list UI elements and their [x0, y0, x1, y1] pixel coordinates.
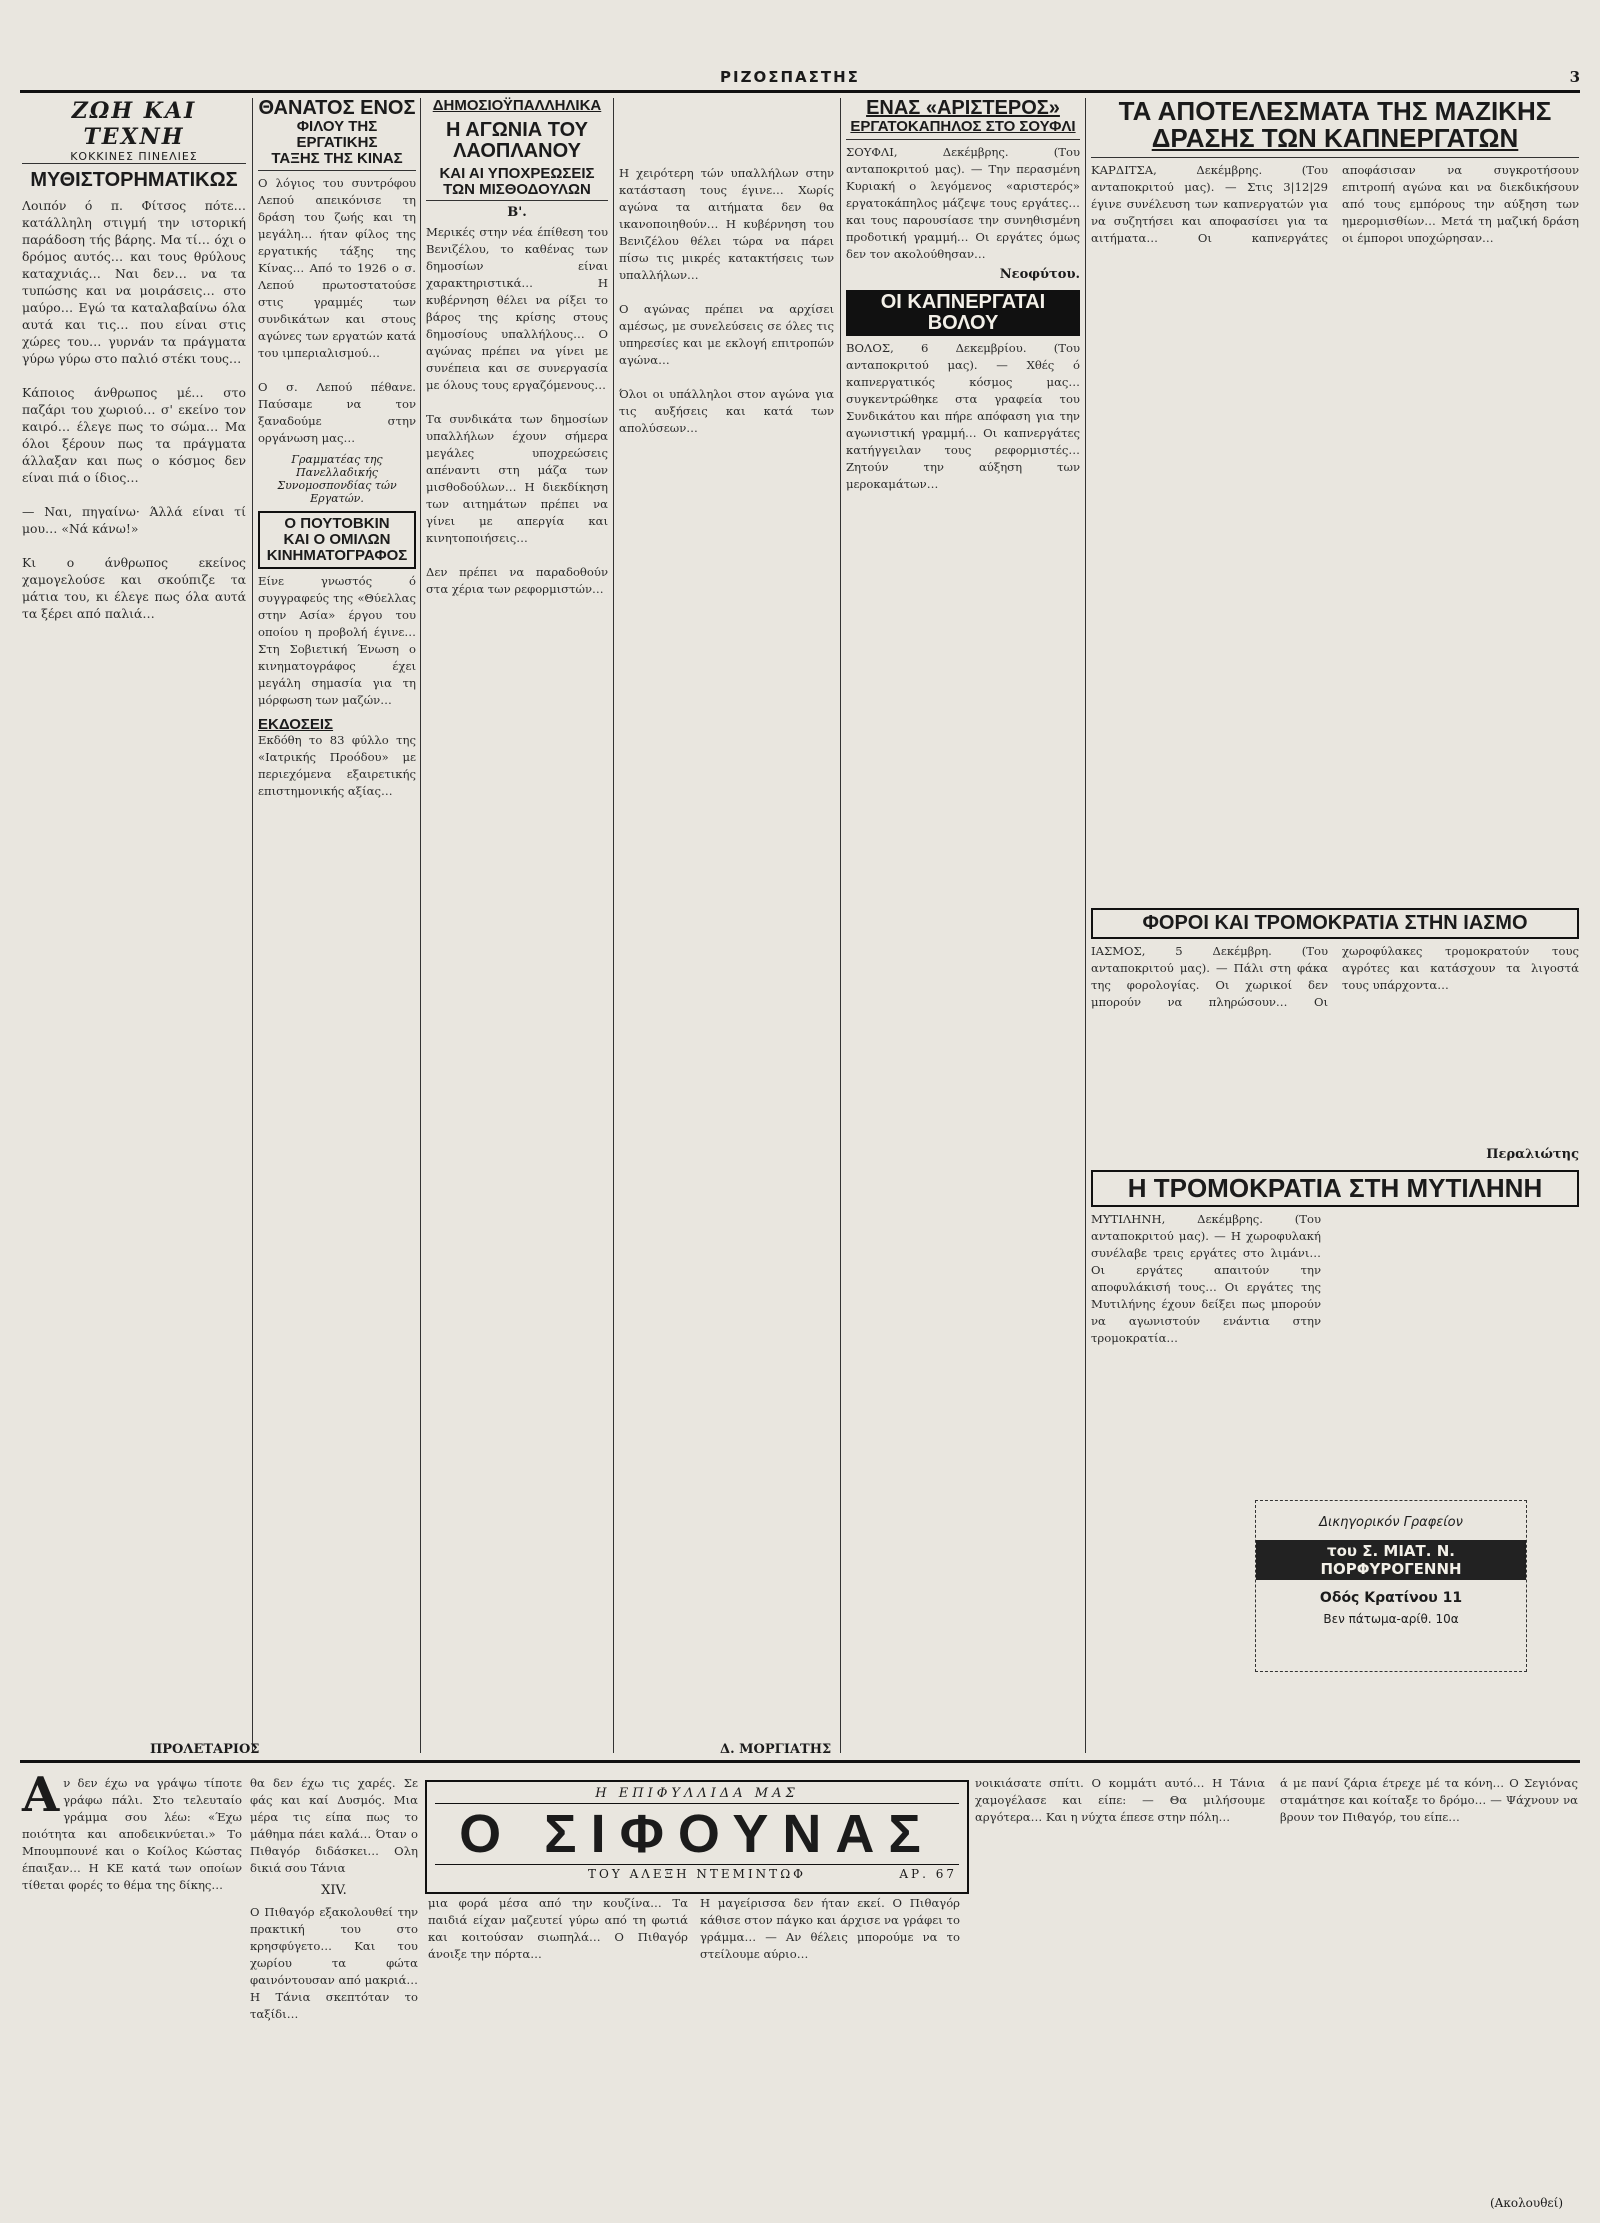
- section-headline-poutovkin: Ο ΠΟΥΤΟΒΚΙΝ ΚΑΙ Ο ΟΜΙΛΩΝ ΚΙΝΗΜΑΤΟΓΡΑΦΟΣ: [258, 511, 416, 568]
- serial-column-4: [700, 1895, 964, 2215]
- article-headline: ΜΥΘΙΣΤΟΡΗΜΑΤΙΚΩΣ: [30, 169, 238, 191]
- serial-body: νοικιάσατε σπίτι. Ο κομμάτι αυτό… Η Τάνια χαμογέλασε και είπε: — Θα μιλήσουμε αργότερα… Και η νύχτα έπεσε στην πόλη…: [975, 1776, 1269, 1824]
- section-ekdoseis: ΕΚΔΟΣΕΙΣ: [258, 715, 334, 733]
- article-signature: Νεοφύτου.: [999, 266, 1080, 282]
- serial-banner: [425, 1780, 969, 1894]
- article-body: Ο λόγιος του συντρόφου Λεπού απεικόνισε τη δράση του ζωής και τη μεγάλη… ήταν φίλος της εργατικής τάξης της Κίνας… Από το 1926 ο σ. Λεπού πρωτοστατούσε στις γραμμές των συνδικάτων και στους αγώνες των εργατών κατά του ιμπεριαλισμού… Ο σ. Λεπού πέθανε. Παύσαμε να τον ξαναδούμε στην οργάνωση μας…: [258, 176, 416, 446]
- article-headline-line1: ΕΝΑΣ «ΑΡΙΣΤΕΡΟΣ»: [866, 97, 1060, 119]
- column-soufli-volos: [846, 97, 1084, 1758]
- ad-line: Βεν πάτωμα-αρίθ. 10α: [1323, 1612, 1459, 1626]
- article-body: Η χειρότερη τών υπαλλήλων στην κατάσταση τους έγινε… Χωρίς αγώνα τα αιτήματα δεν θα ικανοποιηθούν… Η κυβέρνηση του Βενιζέλου θέλει τώρα να πάρει πίσω τις μικρές κατακτήσεις των υπαλλήλων… Ο αγώνας πρέπει να αρχίσει αμέσως, με συνελεύσεις σε όλες τις υπηρεσίες και με εκλογή επιτροπών αγώνα… Όλοι οι υπάλληλοι στον αγώνα για τις αυξήσεις και κατά των απολύσεων…: [619, 166, 834, 435]
- serial-kicker: Η ΕΠΙΦΥΛΛΙΔΑ ΜΑΣ: [595, 1786, 799, 1801]
- article-subheadline: ΚΑΙ ΑΙ ΥΠΟΧΡΕΩΣΕΙΣ ΤΩΝ ΜΙΣΘΟΔΟΥΛΩΝ: [426, 166, 608, 202]
- serial-author: ΤΟΥ ΑΛΕΞΗ ΝΤΕΜΙΝΤΩΦ: [588, 1867, 806, 1881]
- masthead: [20, 70, 1580, 93]
- article-body: Είνε γνωστός ό συγγραφεύς της «Θύελλας στην Ασία» έργου του οποίου η προβολή έγινε… Στη Σοβιετική Ένωση ο κινηματογράφος έχει μεγάλη σημασία για τη μόρφωση των μαζών…: [258, 573, 420, 707]
- article-headline-line2: ΕΡΓΑΤΟΚΑΠΗΛΟΣ ΣΤΟ ΣΟΥΦΛΙ: [850, 118, 1076, 135]
- article-body: ΒΟΛΟΣ, 6 Δεκεμβρίου. (Του ανταποκριτού μας). — Χθές ό καπνεργατικός κόσμος μας… συγκεντρώθηκε στα γραφεία του Συνδικάτου και πήρε απόφαση για την αγωνιστική γραμμή… Οι καπνεργάτες κατήγγειλαν τους ρεφορμιστές… Ζητούν την αύξηση των μεροκαμάτων…: [846, 340, 1084, 491]
- serial-body: ά με πανί ζάρια έτρεχε μέ τα κόνη… Ο Σεγιόνας σταμάτησε και κοίταξε το δρόμο… — Ψάχνουν να βρουν τον Πιθαγόρ, του είπε…: [1280, 1776, 1582, 1824]
- article-signature: ΠΡΟΛΕΤΑΡΙΟΣ: [150, 1742, 260, 1757]
- column-dimosioypallilika-cont: [619, 165, 834, 1755]
- serial-body: ν δεν έχω να γράψω τίποτε γράφω πάλι. Στο τελευταίο γράμμα σου λέω: «Έχω ποιότητα και αποδεικνύεται.» Το Μπουμπουνέ και ο Κοίλος Κώστας έπαιξαν… Η ΚΕ κατά των οποίων τίθεται φορές το θέμα της δίκης…: [22, 1776, 246, 1892]
- article-headline-line1: ΘΑΝΑΤΟΣ ΕΝΟΣ: [258, 97, 416, 119]
- column-rule: [840, 98, 841, 1753]
- section-sub-kicker: ΚΟΚΚΙΝΕΣ ΠΙΝΕΛΙΕΣ: [22, 150, 246, 164]
- article-body: ΣΟΥΦΛΙ, Δεκέμβρης. (Του ανταποκριτού μας). — Την περασμένη Κυριακή ο λεγόμενος «αριστερός» εργατοκάπηλος μάζεψε τους εργάτες… και τους παρουσίασε την συνηθισμένη προδοτική γραμμή… Οι εργάτες όμως δεν τον ακολούθησαν…: [846, 144, 1084, 261]
- article-headline-line3: ΤΑΞΗΣ ΤΗΣ ΚΙΝΑΣ: [271, 149, 403, 167]
- column-rule: [1085, 98, 1086, 1753]
- serial-column-1: [22, 1767, 246, 2215]
- column-thanatos: [258, 97, 420, 1758]
- serial-column-3: [428, 1895, 692, 2215]
- ad-line: Οδός Κρατίνου 11: [1319, 1590, 1463, 1606]
- newspaper-name: ΡΙΖΟΣΠΑΣΤΗΣ: [720, 68, 860, 86]
- letter-marker: XIV.: [321, 1883, 347, 1898]
- section-kicker: ΔΗΜΟΣΙΟΫΠΑΛΛΗΛΙΚΑ: [432, 97, 602, 114]
- serial-column-6: [1280, 1775, 1582, 2195]
- serial-column-5: [975, 1775, 1269, 2215]
- column-rule: [252, 98, 253, 1753]
- column-rule: [613, 98, 614, 1753]
- serial-body: Ο Πιθαγόρ εξακολουθεί την πρακτική του στο κρησφύγετο… Και του χωρίου τα φώτα φαινόντουσαν από μακριά… Η Τάνια σκεπτόταν το ταξίδι…: [250, 1905, 422, 2021]
- article-signature: Γραμματέας της Πανελλαδικής Συνομοσπονδίας τών Εργατών.: [277, 453, 397, 506]
- column-zoi-kai-techni: [22, 98, 246, 1748]
- dropcap: Α: [22, 1767, 60, 1823]
- article-body: ΙΑΣΜΟΣ, 5 Δεκέμβρη. (Του ανταποκριτού μας). — Πάλι στη φάκα της φορολογίας. Οι χωρικοί δεν μπορούν να πληρώσουν… Οι χωροφύλακες τρομοκρατούν τους αγρότες και κατάσχουν τα λιγοστά τους υπάρχοντα…: [1091, 943, 1583, 1009]
- article-headline: ΟΙ ΚΑΠΝΕΡΓΑΤΑΙ ΒΟΛΟΥ: [846, 290, 1080, 336]
- column-dimosioypallilika: [426, 98, 608, 1758]
- article-body: Μερικές στην νέα έπίθεση του Βενιζέλου, το καθένας των δημοσίων είναι χαρακτηριστικά… Η κυβέρνηση θέλει να ρίξει το βάρος της κρίσης στους δημοσίους υπαλλήλους… Ο αγώνας πρέπει να γίνει με συνέπεια και σε συνεργασία με όλους τους εργαζόμενους… Τα συνδικάτα των δημοσίων υπαλλήλων έχουν σήμερα μεγάλες υποχρεώσεις απέναντι στη μάζα των μισθοδούλων… Η διεκδίκηση των αιτημάτων πρέπει να γίνει με απεργία και κινητοποιήσεις… Δεν πρέπει να παραδοθούν στα χέρια των ρεφορμιστών…: [426, 225, 608, 597]
- lawyer-advertisement: [1255, 1500, 1527, 1672]
- serial-body: Η μαγείρισσα δεν ήταν εκεί. Ο Πιθαγόρ κάθισε στον πάγκο και άρχισε να γράφει το γράμμα… — Αν θέλεις μπορούμε να το στείλουμε αύριο…: [700, 1896, 964, 1961]
- article-part-marker: Β'.: [507, 205, 527, 221]
- page-number: 3: [1569, 68, 1580, 86]
- article-signature: Περαλιώτης: [1486, 1146, 1579, 1162]
- ad-line: του Σ. ΜΙΑΤ. Ν. ΠΟΡΦΥΡΟΓΕΝΝΗ: [1256, 1540, 1526, 1580]
- article-body: Λοιπόν ό π. Φίτσος πότε… κατάλληλη στιγμή την ιστορική παράδοση τής βάρης. Μα τί… όχι ο δρόμος αυτός… και τους θρύλους καταχνιάς… Ναι δεν… να τα τυπώσης και να μοιράσεις… στο μαύρο… Εγώ τα καταλαβαίνω όλα αυτά και τις… που είναι στις χώρες του… γυρνάν τα πράγματα γύρω γύρω στο παλιό στέκι τους… Κάποιος άνθρωπος μέ… στο παζάρι του χωριού… σ' εκείνο τον καιρό… έλεγε πως το σώμα… Μα όλοι ξέρουν πως τα πράγματα άλλαξαν και πως ο κόσμος δεν είναι πιά ο ίδιος… — Ναι, πηγαίνω· Άλλά είναι τί μου… «Νά κάνω!» Κι ο άνθρωπος εκείνος χαμογελούσε και σκούπιζε τα μάτια του, κι έλεγε πως όλα αυτά τα ξέρει από παλιά…: [22, 198, 246, 621]
- serial-body: μια φορά μέσα από την κουζίνα… Τα παιδιά είχαν μαζευτεί γύρω από τη φωτιά και κοιτούσαν σιωπηλά… Ο Πιθαγόρ άνοιξε την πόρτα…: [428, 1896, 692, 1961]
- article-body: Εκδόθη το 83 φύλλο της «Ιατρικής Προόδου» με περιεχόμενα εξαιρετικής επιστημονικής αξίας…: [258, 733, 420, 799]
- serial-body: θα δεν έχω τις χαρές. Σε φάς και καί Δυσμός. Μια μέρα τις είπα πως το μάθημα πάει καλά… Όταν ο Πιθαγόρ διδάσκει… Ολη δικιά σου Τάνια: [250, 1776, 422, 1875]
- serial-divider: [20, 1760, 1580, 1763]
- article-signature: Δ. ΜΟΡΓΙΑΤΗΣ: [720, 1742, 832, 1757]
- article-body: ΚΑΡΔΙΤΣΑ, Δεκέμβρης. (Του ανταποκριτού μας). — Στις 3|12|29 έγινε συνέλευση των καπνεργατών για να συζητήσει και αποφασίσει για τα αιτήματα… Οι καπνεργάτες αποφάσισαν να συγκροτήσουν επιτροπή αγώνα και να διεκδικήσουν από τους εμπόρους την αύξηση των ημερομισθίων… Μετά τη μαζική δράση οι έμποροι υποχώρησαν…: [1091, 162, 1583, 245]
- serial-continued: (Ακολουθεί): [1490, 2196, 1564, 2210]
- article-headline-line2: ΦΙΛΟΥ ΤΗΣ ΕΡΓΑΤΙΚΗΣ: [296, 118, 378, 151]
- serial-title: Ο ΣΙΦΟΥΝΑΣ: [435, 1803, 959, 1865]
- article-headline: Η ΑΓΩΝΙΑ ΤΟΥ ΛΑΟΠΛΑΝΟΥ: [446, 118, 588, 162]
- column-rule: [420, 98, 421, 1753]
- serial-number: ΑΡ. 67: [899, 1867, 957, 1881]
- article-body: ΜΥΤΙΛΗΝΗ, Δεκέμβρης. (Του ανταποκριτού μας). — Η χωροφυλακή συνέλαβε τρεις εργάτες στο λιμάνι… Οι εργάτες απαιτούν την αποφυλάκισή τους… Οι εργάτες της Μυτιλήνης έχουν δείξει πως μπορούν να αγωνιστούν ενάντια στην τρομοκρατία…: [1091, 1211, 1325, 1345]
- ad-line: Δικηγορικόν Γραφείον: [1319, 1515, 1463, 1530]
- article-headline: ΦΟΡΟΙ ΚΑΙ ΤΡΟΜΟΚΡΑΤΙΑ ΣΤΗΝ ΙΑΣΜΟ: [1091, 908, 1579, 939]
- section-kicker: ΖΩΗ ΚΑΙ ΤΕΧΝΗ: [71, 98, 197, 150]
- article-headline-line2: ΔΡΑΣΗΣ ΤΩΝ ΚΑΠΝΕΡΓΑΤΩΝ: [1151, 123, 1519, 154]
- article-headline-line1: ΤΑ ΑΠΟΤΕΛΕΣΜΑΤΑ ΤΗΣ ΜΑΖΙΚΗΣ: [1118, 96, 1552, 126]
- serial-column-2: [250, 1775, 422, 2215]
- article-headline: Η ΤΡΟΜΟΚΡΑΤΙΑ ΣΤΗ ΜΥΤΙΛΗΝΗ: [1091, 1170, 1579, 1207]
